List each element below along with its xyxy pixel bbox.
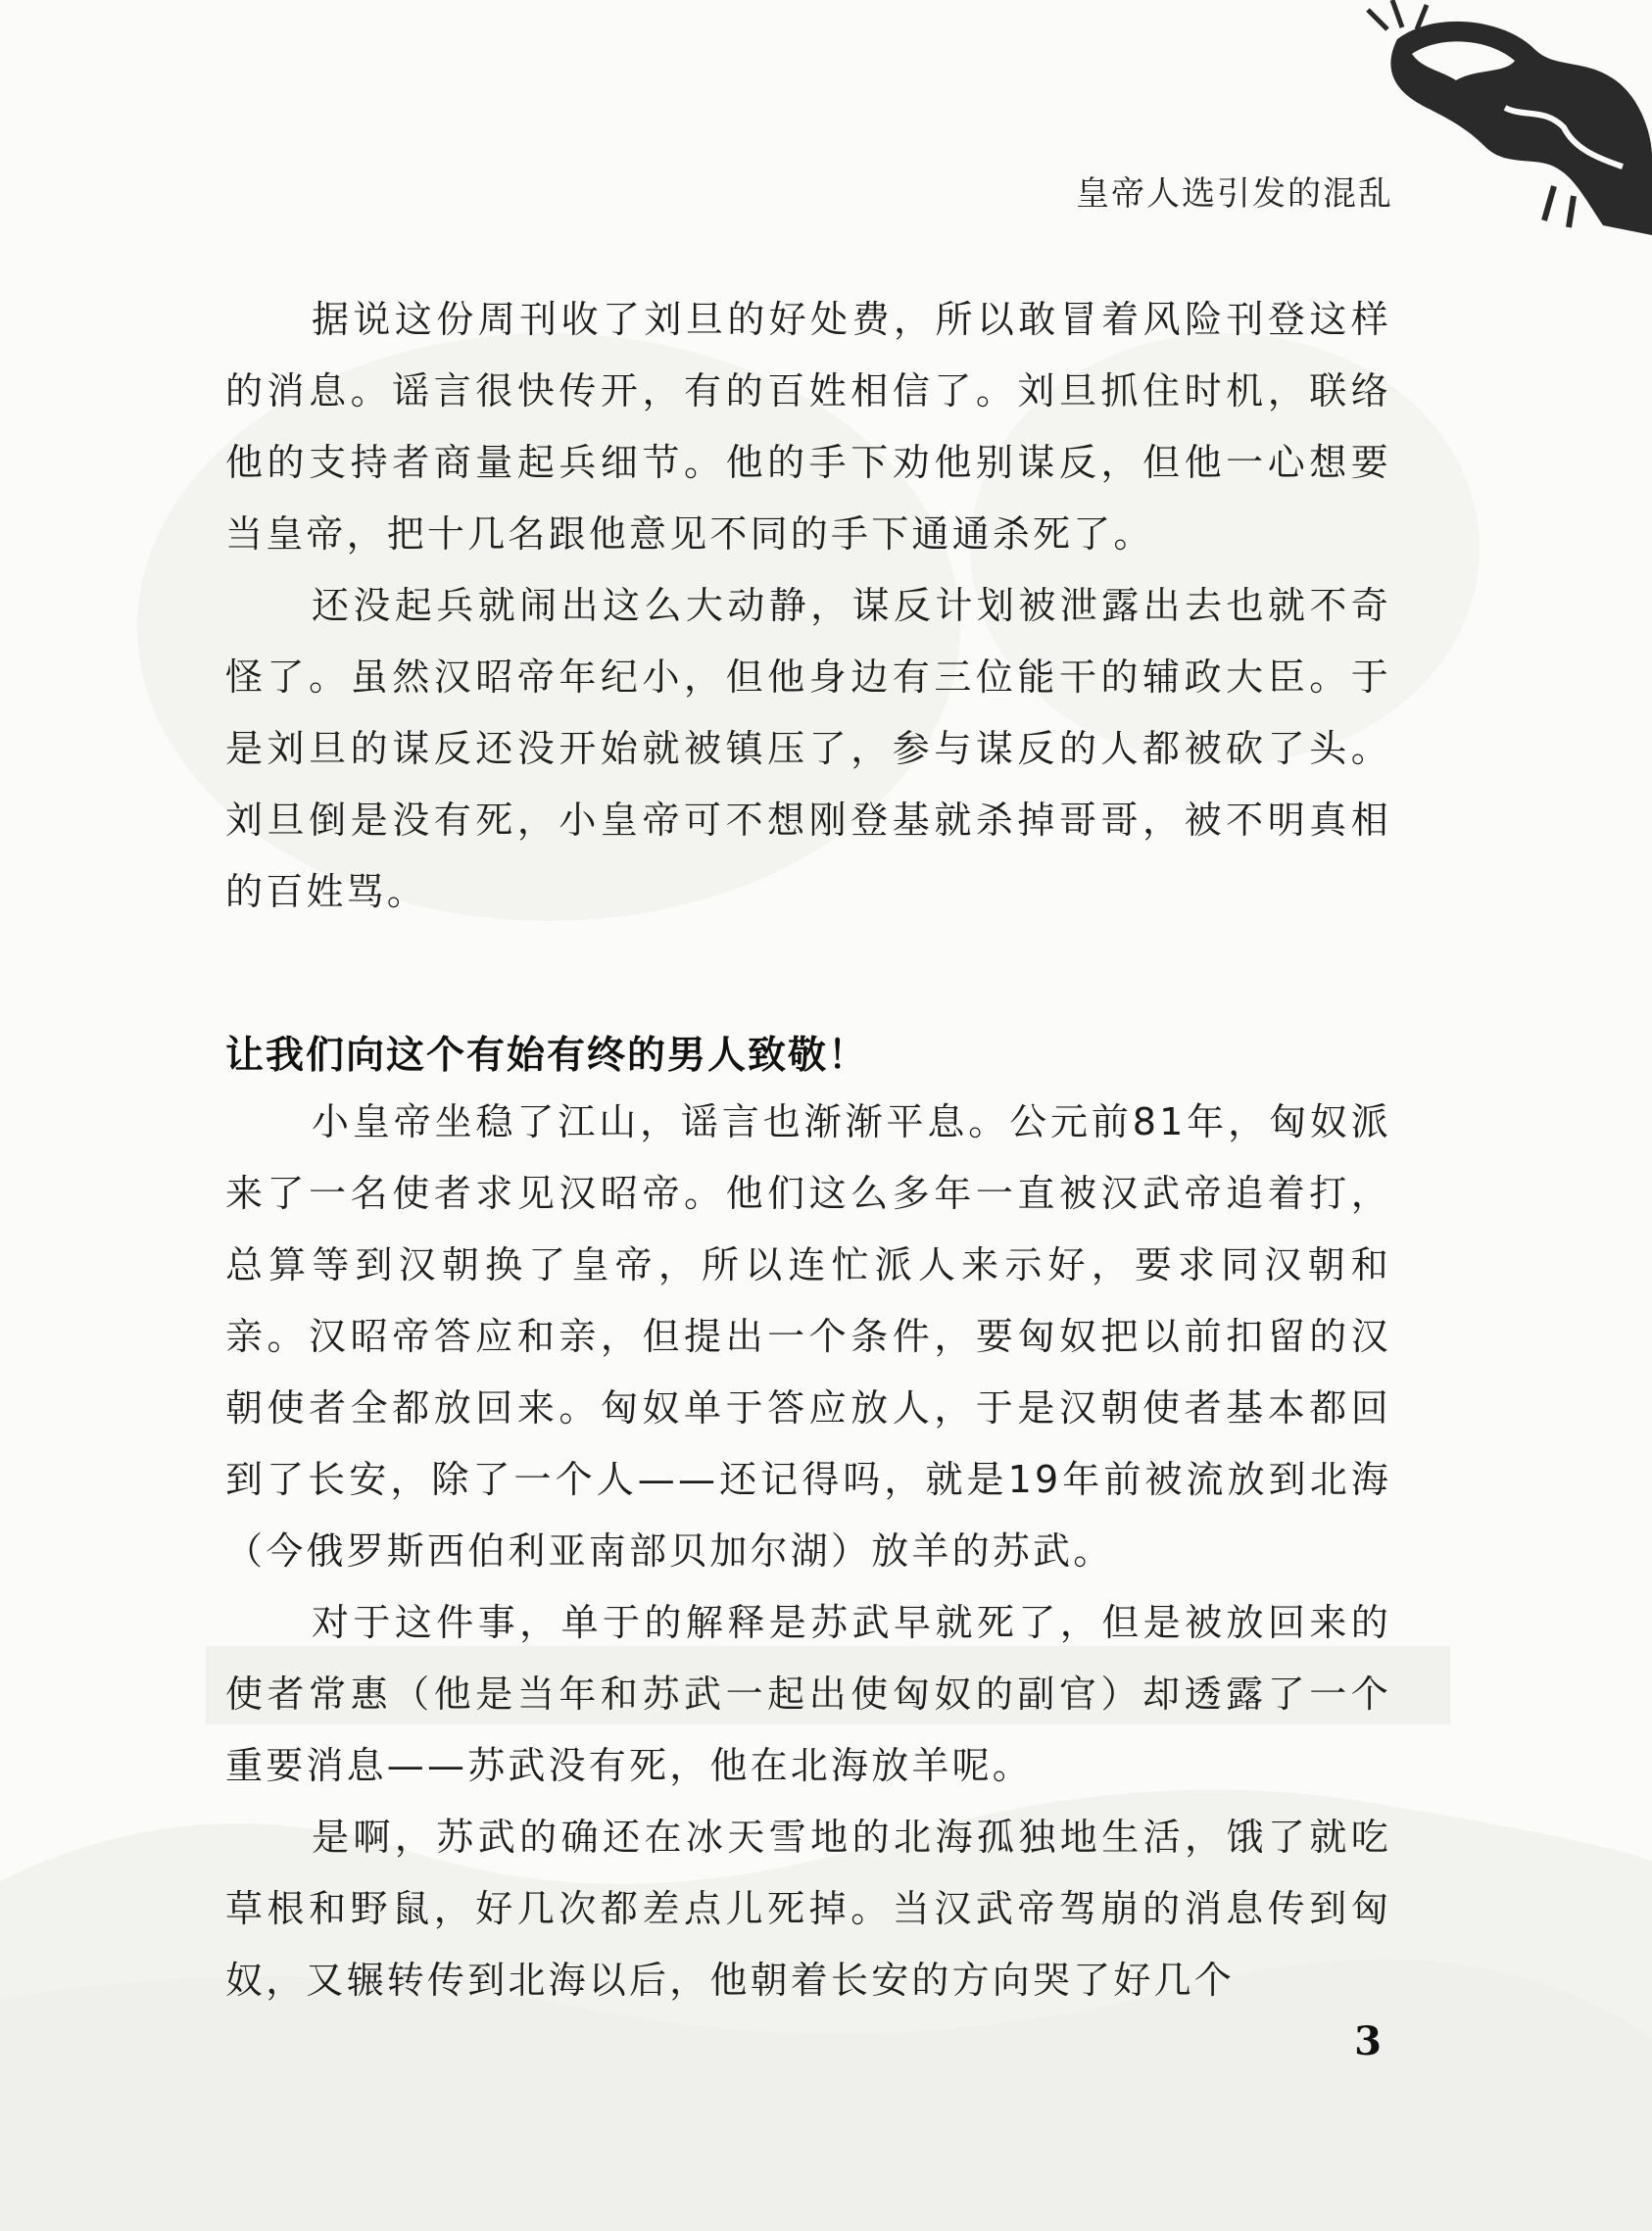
paragraph: 小皇帝坐稳了江山，谣言也渐渐平息。公元前81年，匈奴派来了一名使者求见汉昭帝。他们这么多年一直被汉武帝追着打，总算等到汉朝换了皇帝，所以连忙派人来示好，要求同汉朝和亲。汉昭帝答应和亲，但提出一个条件，要匈奴把以前扣留的汉朝使者全都放回来。匈奴单于答应放人，于是汉朝使者基本都回到了长安，除了一个人——还记得吗，就是19年前被流放到北海（今俄罗斯西伯利亚南部贝加尔湖）放羊的苏武。 xyxy=(225,1100,1391,1573)
dragon-corner-icon xyxy=(1358,0,1652,235)
page-number: 3 xyxy=(1354,2018,1382,2064)
paragraph: 据说这份周刊收了刘旦的好处费，所以敢冒着风险刊登这样的消息。谣言很快传开，有的百姓相信了。刘旦抓住时机，联络他的支持者商量起兵细节。他的手下劝他别谋反，但他一心想要当皇帝，把十几名跟他意见不同的手下通通杀死了。 xyxy=(225,298,1391,556)
paragraph: 是啊，苏武的确还在冰天雪地的北海孤独地生活，饿了就吃草根和野鼠，好几次都差点儿死掉。当汉武帝驾崩的消息传到匈奴，又辗转传到北海以后，他朝着长安的方向哭了好几个 xyxy=(225,1816,1391,2002)
paragraph: 对于这件事，单于的解释是苏武早就死了，但是被放回来的使者常惠（他是当年和苏武一起出使匈奴的副官）却透露了一个重要消息——苏武没有死，他在北海放羊呢。 xyxy=(225,1601,1391,1787)
section-heading: 让我们向这个有始有终的男人致敬！ xyxy=(225,1033,869,1078)
running-header-title: 皇帝人选引发的混乱 xyxy=(1076,174,1393,214)
body-text xyxy=(225,284,1391,2016)
paragraph: 还没起兵就闹出这么大动静，谋反计划被泄露出去也就不奇怪了。虽然汉昭帝年纪小，但他身边有三位能干的辅政大臣。于是刘旦的谋反还没开始就被镇压了，参与谋反的人都被砍了头。刘旦倒是没有死，小皇帝可不想刚登基就杀掉哥哥，被不明真相的百姓骂。 xyxy=(225,584,1391,913)
